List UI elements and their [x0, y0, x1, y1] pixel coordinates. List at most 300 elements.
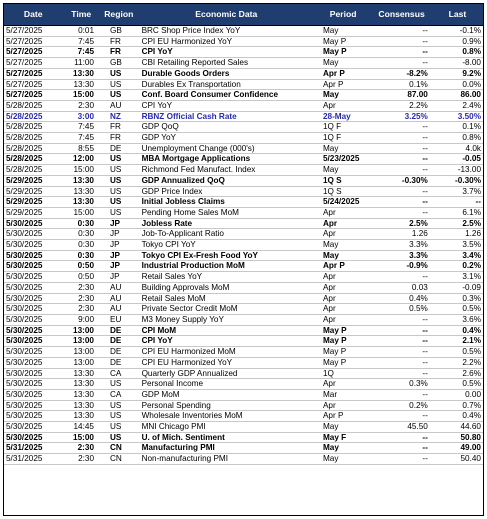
cell-last: -0.30%	[432, 175, 483, 186]
cell-economic-data: Durables Ex Transportation	[138, 79, 315, 90]
cell-date: 5/28/2025	[4, 165, 62, 176]
cell-time: 13:30	[62, 400, 100, 411]
cell-economic-data: MBA Mortgage Applications	[138, 154, 315, 165]
cell-time: 13:30	[62, 175, 100, 186]
cell-economic-data: CPI MoM	[138, 325, 315, 336]
cell-last: 2.6%	[432, 368, 483, 379]
cell-time: 13:30	[62, 79, 100, 90]
cell-time: 7:45	[62, 36, 100, 47]
cell-date: 5/28/2025	[4, 111, 62, 122]
cell-date: 5/29/2025	[4, 175, 62, 186]
cell-time: 13:00	[62, 357, 100, 368]
table-row	[4, 154, 483, 165]
table-row	[4, 443, 483, 454]
cell-last: 6.1%	[432, 207, 483, 218]
cell-consensus: 87.00	[371, 90, 432, 101]
table-row	[4, 314, 483, 325]
cell-date: 5/30/2025	[4, 218, 62, 229]
cell-date: 5/30/2025	[4, 411, 62, 422]
cell-region: US	[100, 68, 138, 79]
cell-region: FR	[100, 47, 138, 58]
table-row	[4, 357, 483, 368]
cell-region: AU	[100, 293, 138, 304]
cell-region: JP	[100, 218, 138, 229]
cell-period: Apr P	[315, 411, 371, 422]
cell-economic-data: Retail Sales MoM	[138, 293, 315, 304]
cell-period: Apr	[315, 304, 371, 315]
cell-date: 5/28/2025	[4, 133, 62, 144]
cell-date: 5/30/2025	[4, 432, 62, 443]
cell-region: JP	[100, 261, 138, 272]
table-row	[4, 325, 483, 336]
cell-region: DE	[100, 347, 138, 358]
cell-economic-data: CPI YoY	[138, 47, 315, 58]
cell-region: JP	[100, 250, 138, 261]
cell-economic-data: CPI YoY	[138, 336, 315, 347]
cell-economic-data: CPI EU Harmonized MoM	[138, 347, 315, 358]
cell-time: 8:55	[62, 143, 100, 154]
cell-period: May P	[315, 47, 371, 58]
cell-last: -0.1%	[432, 26, 483, 37]
table-row	[4, 36, 483, 47]
cell-consensus: --	[371, 314, 432, 325]
cell-economic-data: M3 Money Supply YoY	[138, 314, 315, 325]
table-row	[4, 207, 483, 218]
cell-economic-data: RBNZ Official Cash Rate	[138, 111, 315, 122]
table-row	[4, 218, 483, 229]
table-row	[4, 26, 483, 37]
cell-consensus: --	[371, 357, 432, 368]
cell-date: 5/30/2025	[4, 240, 62, 251]
cell-consensus: -0.9%	[371, 261, 432, 272]
cell-date: 5/30/2025	[4, 229, 62, 240]
cell-date: 5/30/2025	[4, 304, 62, 315]
header-region: Region	[100, 4, 138, 26]
cell-region: CN	[100, 443, 138, 454]
cell-period: Apr	[315, 293, 371, 304]
cell-period: May	[315, 240, 371, 251]
cell-consensus: --	[371, 154, 432, 165]
cell-economic-data: GDP MoM	[138, 389, 315, 400]
cell-date: 5/27/2025	[4, 90, 62, 101]
cell-period: 28-May	[315, 111, 371, 122]
cell-economic-data: BRC Shop Price Index YoY	[138, 26, 315, 37]
cell-date: 5/29/2025	[4, 207, 62, 218]
cell-region: DE	[100, 143, 138, 154]
table-row	[4, 175, 483, 186]
table-row	[4, 240, 483, 251]
cell-last: 3.7%	[432, 186, 483, 197]
cell-date: 5/27/2025	[4, 58, 62, 69]
cell-period: 5/23/2025	[315, 154, 371, 165]
cell-date: 5/28/2025	[4, 122, 62, 133]
cell-date: 5/30/2025	[4, 250, 62, 261]
cell-period: May	[315, 422, 371, 433]
cell-time: 0:30	[62, 240, 100, 251]
cell-region: FR	[100, 36, 138, 47]
cell-last: 0.7%	[432, 400, 483, 411]
cell-economic-data: Richmond Fed Manufact. Index	[138, 165, 315, 176]
cell-consensus: 3.3%	[371, 240, 432, 251]
cell-period: Apr P	[315, 261, 371, 272]
table-row	[4, 143, 483, 154]
cell-consensus: 3.25%	[371, 111, 432, 122]
cell-period: Apr P	[315, 79, 371, 90]
cell-period: Apr	[315, 379, 371, 390]
cell-period: May	[315, 443, 371, 454]
cell-last: 2.2%	[432, 357, 483, 368]
cell-time: 14:45	[62, 422, 100, 433]
cell-economic-data: CPI EU Harmonized YoY	[138, 36, 315, 47]
cell-last: 0.5%	[432, 379, 483, 390]
cell-region: NZ	[100, 111, 138, 122]
cell-economic-data: Durable Goods Orders	[138, 68, 315, 79]
cell-economic-data: GDP Price Index	[138, 186, 315, 197]
cell-date: 5/30/2025	[4, 314, 62, 325]
cell-consensus: --	[371, 443, 432, 454]
table-row	[4, 336, 483, 347]
cell-region: AU	[100, 304, 138, 315]
cell-region: EU	[100, 314, 138, 325]
cell-consensus: --	[371, 36, 432, 47]
table-row	[4, 47, 483, 58]
cell-last: 2.5%	[432, 218, 483, 229]
cell-consensus: 0.2%	[371, 400, 432, 411]
cell-consensus: --	[371, 389, 432, 400]
cell-time: 0:50	[62, 272, 100, 283]
cell-date: 5/28/2025	[4, 100, 62, 111]
cell-economic-data: Job-To-Applicant Ratio	[138, 229, 315, 240]
cell-time: 7:45	[62, 122, 100, 133]
table-row	[4, 111, 483, 122]
cell-period: Apr	[315, 229, 371, 240]
table-row	[4, 293, 483, 304]
cell-last: 2.4%	[432, 100, 483, 111]
cell-time: 15:00	[62, 432, 100, 443]
cell-time: 0:50	[62, 261, 100, 272]
cell-period: 5/24/2025	[315, 197, 371, 208]
cell-economic-data: Quarterly GDP Annualized	[138, 368, 315, 379]
cell-last: --	[432, 197, 483, 208]
cell-time: 2:30	[62, 293, 100, 304]
cell-last: 44.60	[432, 422, 483, 433]
cell-economic-data: GDP QoQ	[138, 122, 315, 133]
cell-consensus: --	[371, 272, 432, 283]
cell-last: 50.80	[432, 432, 483, 443]
cell-region: US	[100, 379, 138, 390]
cell-last: 50.40	[432, 454, 483, 465]
cell-time: 2:30	[62, 100, 100, 111]
cell-time: 0:30	[62, 218, 100, 229]
cell-region: US	[100, 175, 138, 186]
cell-date: 5/30/2025	[4, 368, 62, 379]
table-row	[4, 133, 483, 144]
cell-region: DE	[100, 357, 138, 368]
cell-economic-data: Industrial Production MoM	[138, 261, 315, 272]
header-consensus: Consensus	[371, 4, 432, 26]
cell-economic-data: CBI Retailing Reported Sales	[138, 58, 315, 69]
cell-time: 2:30	[62, 304, 100, 315]
cell-time: 11:00	[62, 58, 100, 69]
cell-consensus: --	[371, 368, 432, 379]
cell-date: 5/30/2025	[4, 347, 62, 358]
cell-economic-data: GDP YoY	[138, 133, 315, 144]
table-row	[4, 282, 483, 293]
cell-economic-data: U. of Mich. Sentiment	[138, 432, 315, 443]
cell-date: 5/28/2025	[4, 143, 62, 154]
cell-period: 1Q S	[315, 186, 371, 197]
cell-last: 9.2%	[432, 68, 483, 79]
cell-last: -8.00	[432, 58, 483, 69]
cell-last: 4.0k	[432, 143, 483, 154]
cell-region: AU	[100, 100, 138, 111]
cell-last: -13.00	[432, 165, 483, 176]
cell-period: May P	[315, 36, 371, 47]
cell-region: FR	[100, 122, 138, 133]
cell-date: 5/27/2025	[4, 68, 62, 79]
cell-last: 0.4%	[432, 411, 483, 422]
cell-consensus: 2.2%	[371, 100, 432, 111]
cell-date: 5/27/2025	[4, 79, 62, 90]
cell-economic-data: Personal Income	[138, 379, 315, 390]
cell-economic-data: Conf. Board Consumer Confidence	[138, 90, 315, 101]
cell-economic-data: CPI EU Harmonized YoY	[138, 357, 315, 368]
cell-period: 1Q	[315, 368, 371, 379]
cell-region: FR	[100, 133, 138, 144]
cell-consensus: 0.03	[371, 282, 432, 293]
cell-period: Apr	[315, 282, 371, 293]
cell-period: May	[315, 26, 371, 37]
table-row	[4, 68, 483, 79]
cell-period: 1Q S	[315, 175, 371, 186]
table-row	[4, 422, 483, 433]
cell-last: 0.5%	[432, 347, 483, 358]
table-row	[4, 58, 483, 69]
cell-consensus: --	[371, 411, 432, 422]
table-row	[4, 347, 483, 358]
cell-date: 5/30/2025	[4, 282, 62, 293]
cell-date: 5/27/2025	[4, 36, 62, 47]
cell-economic-data: MNI Chicago PMI	[138, 422, 315, 433]
cell-consensus: --	[371, 165, 432, 176]
cell-last: 0.1%	[432, 122, 483, 133]
cell-region: US	[100, 400, 138, 411]
cell-time: 13:30	[62, 389, 100, 400]
header-economic-data: Economic Data	[138, 4, 315, 26]
cell-date: 5/27/2025	[4, 26, 62, 37]
cell-region: CA	[100, 368, 138, 379]
cell-time: 13:30	[62, 68, 100, 79]
table-row	[4, 368, 483, 379]
cell-time: 9:00	[62, 314, 100, 325]
cell-date: 5/30/2025	[4, 336, 62, 347]
cell-region: US	[100, 411, 138, 422]
cell-time: 2:30	[62, 454, 100, 465]
cell-time: 0:30	[62, 250, 100, 261]
cell-date: 5/30/2025	[4, 379, 62, 390]
cell-region: JP	[100, 272, 138, 283]
cell-last: 3.1%	[432, 272, 483, 283]
cell-last: 0.0%	[432, 79, 483, 90]
cell-consensus: --	[371, 186, 432, 197]
cell-time: 15:00	[62, 207, 100, 218]
cell-consensus: 2.5%	[371, 218, 432, 229]
economic-calendar-table	[4, 4, 483, 465]
table-row	[4, 261, 483, 272]
table-row	[4, 389, 483, 400]
table-header-row	[4, 4, 483, 26]
cell-economic-data: Tokyo CPI Ex-Fresh Food YoY	[138, 250, 315, 261]
cell-region: GB	[100, 26, 138, 37]
cell-consensus: --	[371, 336, 432, 347]
cell-economic-data: GDP Annualized QoQ	[138, 175, 315, 186]
cell-consensus: --	[371, 325, 432, 336]
cell-last: 3.50%	[432, 111, 483, 122]
cell-consensus: 0.1%	[371, 79, 432, 90]
table-row	[4, 272, 483, 283]
cell-consensus: 3.3%	[371, 250, 432, 261]
cell-region: DE	[100, 325, 138, 336]
cell-last: 0.00	[432, 389, 483, 400]
cell-time: 13:00	[62, 325, 100, 336]
cell-consensus: --	[371, 122, 432, 133]
header-period: Period	[315, 4, 371, 26]
table-row	[4, 454, 483, 465]
cell-date: 5/30/2025	[4, 422, 62, 433]
table-row	[4, 400, 483, 411]
cell-consensus: -0.30%	[371, 175, 432, 186]
cell-period: Mar	[315, 389, 371, 400]
economic-calendar-table-frame	[3, 3, 484, 516]
cell-region: US	[100, 432, 138, 443]
cell-date: 5/30/2025	[4, 400, 62, 411]
cell-consensus: --	[371, 26, 432, 37]
cell-consensus: --	[371, 207, 432, 218]
cell-region: US	[100, 186, 138, 197]
cell-period: May P	[315, 357, 371, 368]
cell-period: May	[315, 250, 371, 261]
cell-last: -0.09	[432, 282, 483, 293]
cell-last: 0.4%	[432, 325, 483, 336]
cell-time: 7:45	[62, 133, 100, 144]
cell-period: Apr	[315, 400, 371, 411]
cell-region: US	[100, 422, 138, 433]
cell-consensus: 0.3%	[371, 379, 432, 390]
cell-date: 5/31/2025	[4, 454, 62, 465]
cell-economic-data: Jobless Rate	[138, 218, 315, 229]
cell-date: 5/30/2025	[4, 325, 62, 336]
cell-region: US	[100, 197, 138, 208]
table-row	[4, 432, 483, 443]
cell-consensus: --	[371, 143, 432, 154]
cell-last: 0.3%	[432, 293, 483, 304]
cell-economic-data: Non-manufacturing PMI	[138, 454, 315, 465]
cell-region: AU	[100, 282, 138, 293]
table-row	[4, 379, 483, 390]
table-row	[4, 250, 483, 261]
cell-period: May	[315, 143, 371, 154]
cell-time: 15:00	[62, 90, 100, 101]
cell-consensus: -8.2%	[371, 68, 432, 79]
table-body	[4, 26, 483, 465]
cell-region: JP	[100, 229, 138, 240]
cell-last: 86.00	[432, 90, 483, 101]
header-date: Date	[4, 4, 62, 26]
cell-period: May	[315, 454, 371, 465]
cell-time: 13:00	[62, 336, 100, 347]
table-row	[4, 165, 483, 176]
table-row	[4, 186, 483, 197]
cell-consensus: 0.5%	[371, 304, 432, 315]
cell-last: 0.5%	[432, 304, 483, 315]
cell-last: 3.6%	[432, 314, 483, 325]
header-time: Time	[62, 4, 100, 26]
cell-time: 0:30	[62, 229, 100, 240]
cell-time: 15:00	[62, 165, 100, 176]
cell-last: 2.1%	[432, 336, 483, 347]
cell-time: 13:30	[62, 379, 100, 390]
cell-region: US	[100, 79, 138, 90]
cell-last: 3.5%	[432, 240, 483, 251]
cell-economic-data: Pending Home Sales MoM	[138, 207, 315, 218]
cell-date: 5/30/2025	[4, 272, 62, 283]
table-row	[4, 122, 483, 133]
cell-economic-data: CPI YoY	[138, 100, 315, 111]
cell-date: 5/29/2025	[4, 197, 62, 208]
cell-last: 0.8%	[432, 47, 483, 58]
cell-last: 0.2%	[432, 261, 483, 272]
cell-time: 13:30	[62, 186, 100, 197]
cell-period: May	[315, 165, 371, 176]
cell-date: 5/29/2025	[4, 186, 62, 197]
cell-last: 3.4%	[432, 250, 483, 261]
cell-time: 13:30	[62, 197, 100, 208]
cell-period: May P	[315, 347, 371, 358]
table-row	[4, 411, 483, 422]
cell-period: Apr P	[315, 68, 371, 79]
cell-period: May	[315, 90, 371, 101]
cell-period: May P	[315, 336, 371, 347]
cell-consensus: 0.4%	[371, 293, 432, 304]
cell-date: 5/27/2025	[4, 47, 62, 58]
cell-period: Apr	[315, 100, 371, 111]
cell-region: US	[100, 207, 138, 218]
cell-period: Apr	[315, 314, 371, 325]
cell-time: 13:00	[62, 347, 100, 358]
cell-time: 0:01	[62, 26, 100, 37]
cell-economic-data: Retail Sales YoY	[138, 272, 315, 283]
table-row	[4, 197, 483, 208]
cell-region: CA	[100, 389, 138, 400]
table-row	[4, 229, 483, 240]
cell-region: CN	[100, 454, 138, 465]
cell-economic-data: Personal Spending	[138, 400, 315, 411]
cell-date: 5/31/2025	[4, 443, 62, 454]
cell-date: 5/30/2025	[4, 293, 62, 304]
table-row	[4, 90, 483, 101]
cell-time: 12:00	[62, 154, 100, 165]
cell-economic-data: Unemployment Change (000's)	[138, 143, 315, 154]
cell-period: Apr	[315, 272, 371, 283]
cell-region: US	[100, 154, 138, 165]
cell-economic-data: Building Approvals MoM	[138, 282, 315, 293]
cell-last: 0.8%	[432, 133, 483, 144]
cell-region: JP	[100, 240, 138, 251]
cell-period: May F	[315, 432, 371, 443]
cell-period: 1Q F	[315, 133, 371, 144]
cell-period: Apr	[315, 218, 371, 229]
cell-region: US	[100, 90, 138, 101]
